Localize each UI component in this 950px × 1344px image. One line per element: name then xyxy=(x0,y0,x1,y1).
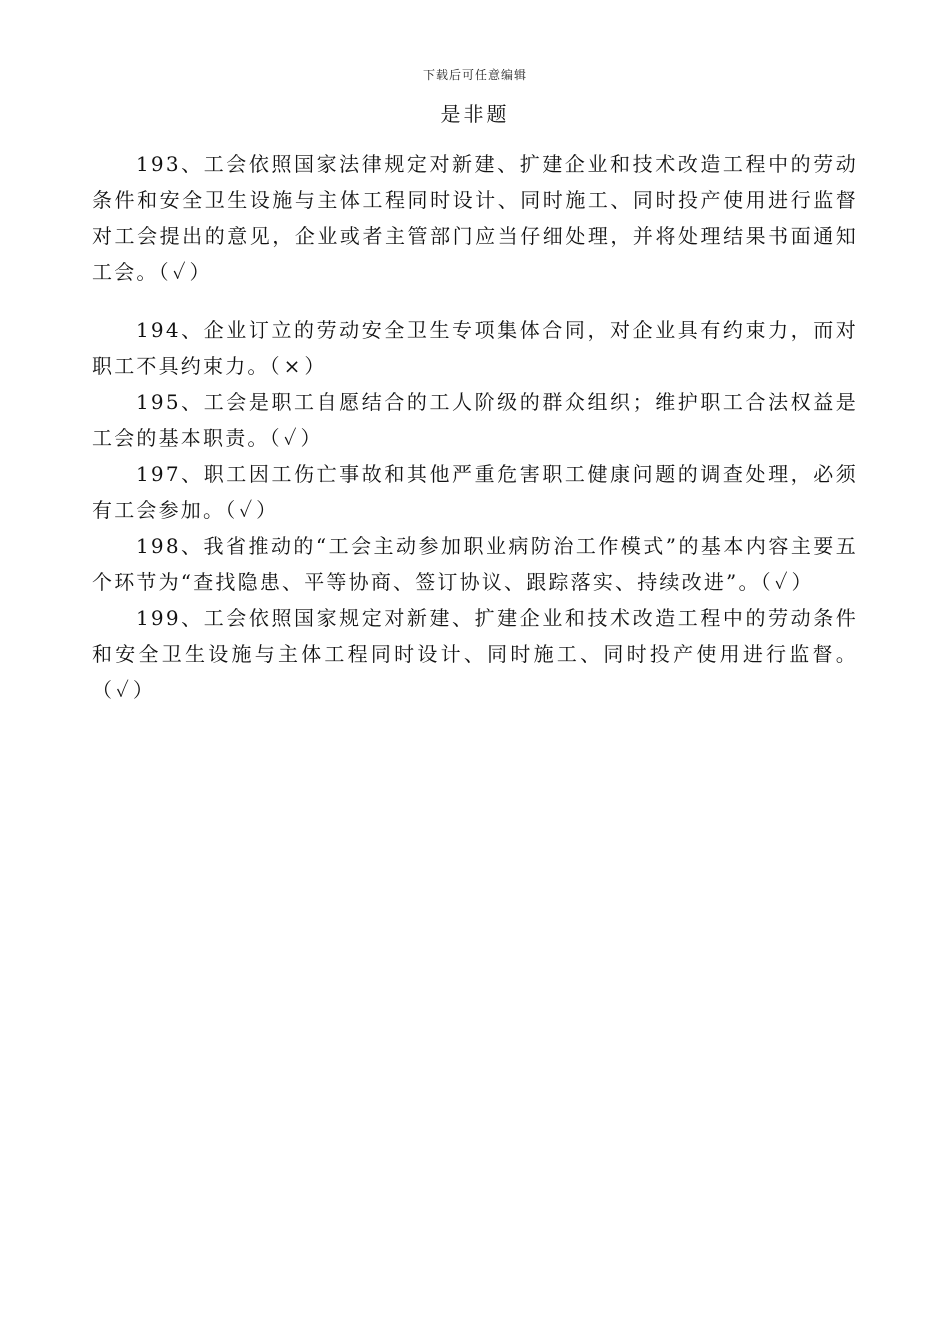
question-text: 195、工会是职工自愿结合的工人阶级的群众组织；维护职工合法权益是工会的基本职责。 xyxy=(92,390,858,450)
question-text: 194、企业订立的劳动安全卫生专项集体合同，对企业具有约束力，而对职工不具约束力。 xyxy=(92,318,858,378)
answer-mark: （✓） xyxy=(760,570,816,594)
page-title: 是非题 xyxy=(440,102,510,126)
answer-mark: （✓） xyxy=(158,260,214,284)
question-item-195 xyxy=(92,384,858,456)
answer-mark: （✓） xyxy=(92,678,157,702)
question-item-197 xyxy=(92,456,858,528)
question-item-199 xyxy=(92,600,858,708)
answer-mark: （×） xyxy=(269,354,329,378)
question-item-198 xyxy=(92,528,858,600)
question-item-194 xyxy=(92,312,858,384)
header-note: 下载后可任意编辑 xyxy=(422,68,527,82)
question-text: 199、工会依照国家规定对新建、扩建企业和技术改造工程中的劳动条件和安全卫生设施与主体工程同时设计、同时施工、同时投产使用进行监督。 xyxy=(92,606,858,666)
question-text: 198、我省推动的“工会主动参加职业病防治工作模式”的基本内容主要五个环节为“查找隐患、平等协商、签订协议、跟踪落实、持续改进”。 xyxy=(92,534,858,594)
question-item-193 xyxy=(92,146,858,290)
question-list xyxy=(92,146,858,708)
answer-mark: （✓） xyxy=(225,498,281,522)
answer-mark: （✓） xyxy=(269,426,325,450)
question-text: 193、工会依照国家法律规定对新建、扩建企业和技术改造工程中的劳动条件和安全卫生设施与主体工程同时设计、同时施工、同时投产使用进行监督对工会提出的意见，企业或者主管部门应当仔细处理，并将处理结果书面通知工会。 xyxy=(92,152,858,284)
question-text: 197、职工因工伤亡事故和其他严重危害职工健康问题的调查处理，必须有工会参加。 xyxy=(92,462,858,522)
